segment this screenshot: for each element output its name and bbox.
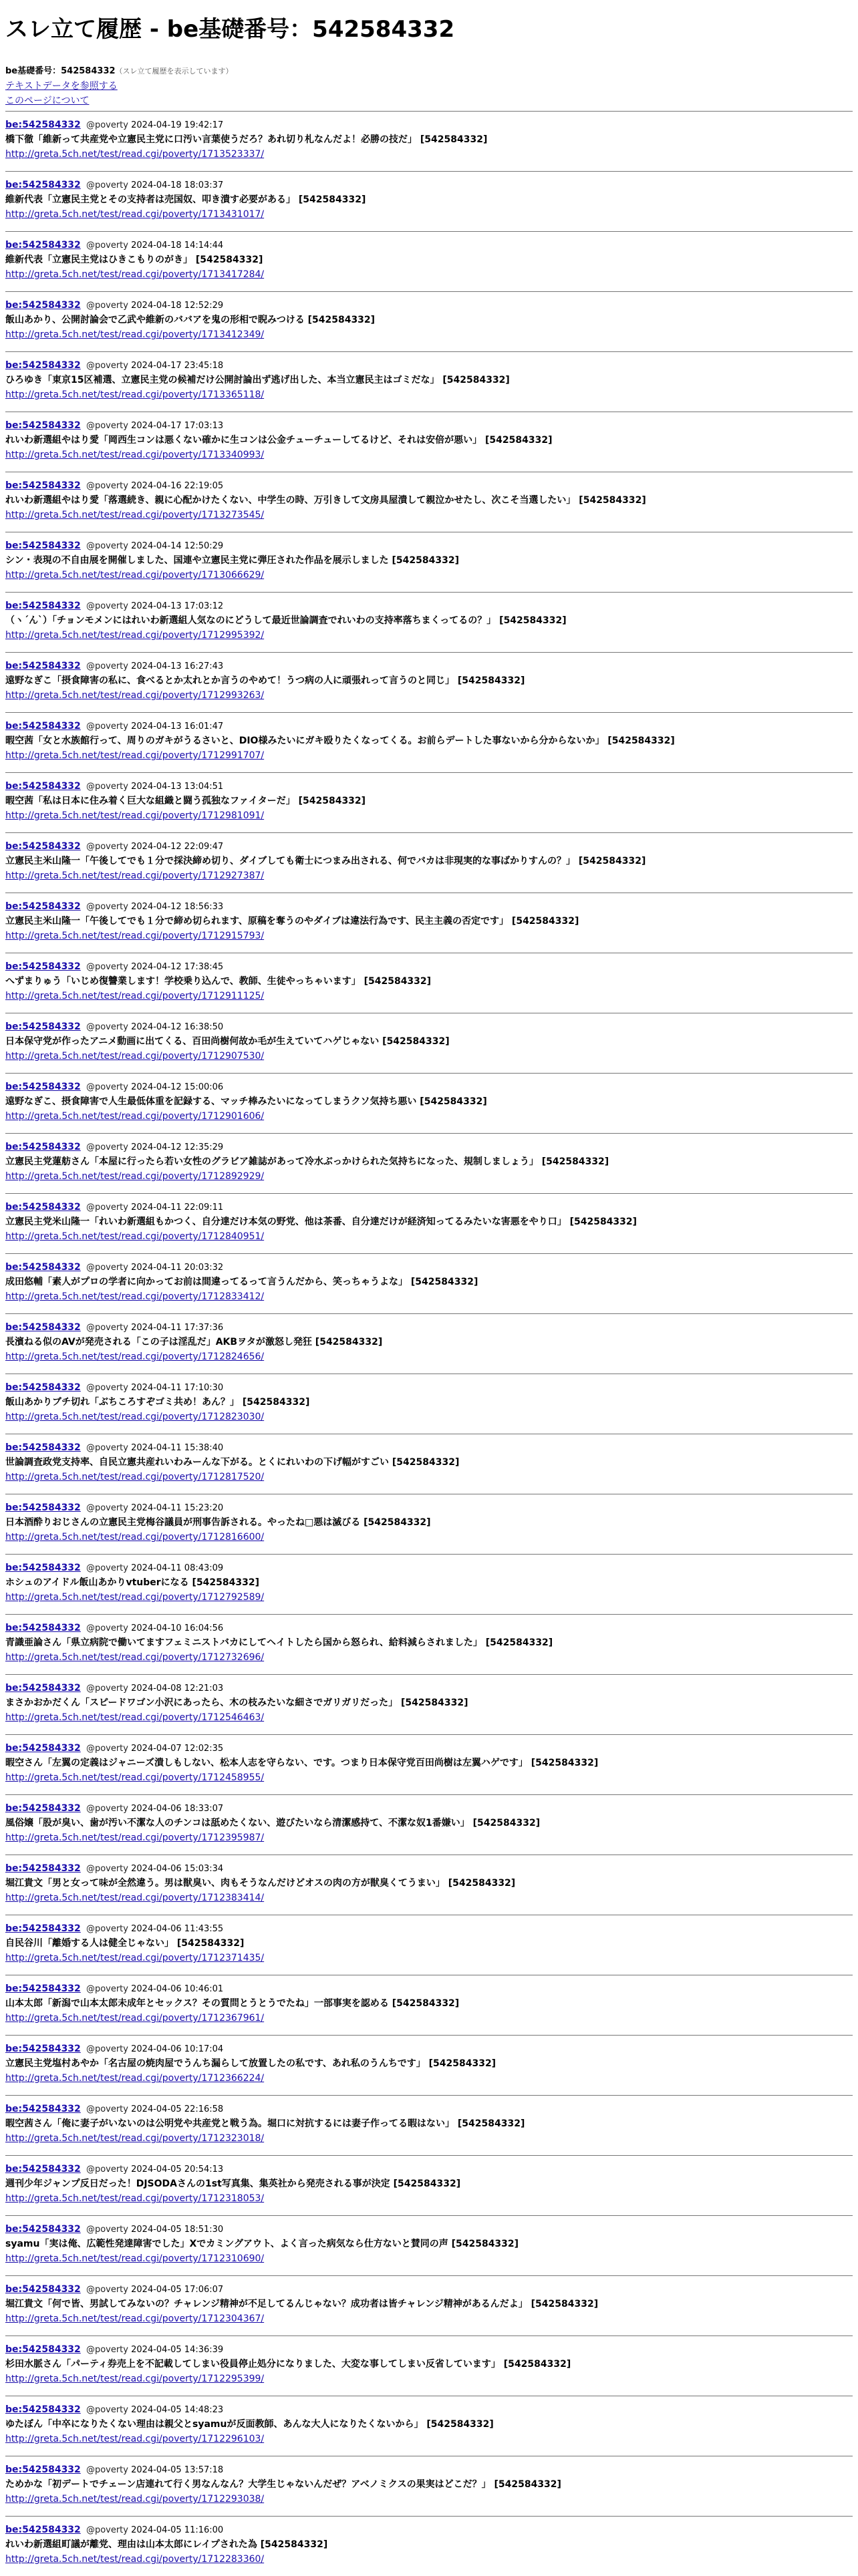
be-id-link[interactable]: be:542584332 xyxy=(5,1923,81,1934)
be-number-sub: （スレ立て履歴を表示しています） xyxy=(115,67,233,75)
thread-url-link[interactable]: http://greta.5ch.net/test/read.cgi/poverty/1712792589/ xyxy=(5,1592,265,1603)
entry-meta xyxy=(5,298,853,313)
board-name: @poverty xyxy=(86,541,128,551)
thread-url-link[interactable]: http://greta.5ch.net/test/read.cgi/poverty/1712995392/ xyxy=(5,630,265,641)
thread-url-link[interactable]: http://greta.5ch.net/test/read.cgi/poverty/1712295399/ xyxy=(5,2374,265,2384)
thread-url-link[interactable]: http://greta.5ch.net/test/read.cgi/poverty/1712323018/ xyxy=(5,2133,265,2144)
board-name: @poverty xyxy=(86,2285,128,2295)
board-name: @poverty xyxy=(86,1202,128,1213)
board-name: @poverty xyxy=(86,2104,128,2114)
entry-meta xyxy=(5,1921,853,1936)
thread-url-link[interactable]: http://greta.5ch.net/test/read.cgi/poverty/1712907530/ xyxy=(5,1051,265,1062)
thread-title: 維新代表「立憲民主党とその支持者は売国奴、叩き潰す必要がある」 [542584332] xyxy=(5,194,366,205)
thread-url-link[interactable]: http://greta.5ch.net/test/read.cgi/poverty/1712283360/ xyxy=(5,2554,265,2565)
thread-title: 成田悠輔「素人がプロの学者に向かってお前は間違ってるって言うんだから、笑っちゃうよな」 [542584332] xyxy=(5,1277,478,1287)
thread-entry xyxy=(5,1614,853,1674)
thread-url-link[interactable]: http://greta.5ch.net/test/read.cgi/poverty/1713340993/ xyxy=(5,450,265,460)
timestamp: 2024-04-05 14:48:23 xyxy=(131,2405,224,2415)
thread-title: ゆたぼん「中卒になりたくない理由は親父とsyamuが反面教師、あんな大人になりたくないから」 [542584332] xyxy=(5,2419,494,2430)
thread-url-link[interactable]: http://greta.5ch.net/test/read.cgi/poverty/1712395987/ xyxy=(5,1832,265,1843)
board-name: @poverty xyxy=(86,1683,128,1694)
thread-url-link[interactable]: http://greta.5ch.net/test/read.cgi/poverty/1713523337/ xyxy=(5,149,265,160)
thread-url-link[interactable]: http://greta.5ch.net/test/read.cgi/poverty/1712840951/ xyxy=(5,1231,265,1242)
entry-meta xyxy=(5,2523,853,2537)
be-id-link[interactable]: be:542584332 xyxy=(5,2464,81,2475)
board-name: @poverty xyxy=(86,421,128,431)
top-links xyxy=(5,79,853,108)
thread-title: 暇空茜さん「俺に妻子がいないのは公明党や共産党と戦う為。堀口に対抗するには妻子作ってる暇はない」 [542584332] xyxy=(5,2118,525,2129)
thread-entry xyxy=(5,1734,853,1794)
thread-url-link[interactable]: http://greta.5ch.net/test/read.cgi/poverty/1712458955/ xyxy=(5,1772,265,1783)
board-name: @poverty xyxy=(86,1503,128,1513)
be-id-link[interactable]: be:542584332 xyxy=(5,420,81,431)
entry-meta xyxy=(5,1741,853,1756)
be-id-link[interactable]: be:542584332 xyxy=(5,1021,81,1032)
be-id-link[interactable]: be:542584332 xyxy=(5,1382,81,1393)
board-name: @poverty xyxy=(86,661,128,671)
thread-url-link[interactable]: http://greta.5ch.net/test/read.cgi/poverty/1712981091/ xyxy=(5,810,265,821)
be-id-link[interactable]: be:542584332 xyxy=(5,480,81,491)
timestamp: 2024-04-12 16:38:50 xyxy=(131,1022,224,1032)
be-id-link[interactable]: be:542584332 xyxy=(5,1623,81,1633)
thread-title: 立憲民主米山隆一「午後してでも１分で採決締め切り、ダイブしても衛士につまみ出される、何でバカは非現実的な事ばかりすんの？」 [542584332] xyxy=(5,856,646,866)
thread-url-link[interactable]: http://greta.5ch.net/test/read.cgi/poverty/1713412349/ xyxy=(5,329,265,340)
be-id-link[interactable]: be:542584332 xyxy=(5,1563,81,1573)
entry-meta xyxy=(5,599,853,613)
thread-entry xyxy=(5,472,853,532)
thread-entry xyxy=(5,1975,853,2035)
board-name: @poverty xyxy=(86,2465,128,2475)
timestamp: 2024-04-18 18:03:37 xyxy=(131,180,224,190)
be-id-link[interactable]: be:542584332 xyxy=(5,721,81,732)
thread-entry xyxy=(5,1794,853,1855)
board-name: @poverty xyxy=(86,842,128,852)
entry-meta xyxy=(5,478,853,493)
thread-url-link[interactable]: http://greta.5ch.net/test/read.cgi/poverty/1712892929/ xyxy=(5,1171,265,1182)
timestamp: 2024-04-19 19:42:17 xyxy=(131,120,224,130)
thread-url-link[interactable]: http://greta.5ch.net/test/read.cgi/poverty/1712318053/ xyxy=(5,2193,265,2204)
thread-entry xyxy=(5,893,853,953)
thread-url-link[interactable]: http://greta.5ch.net/test/read.cgi/poverty/1712927387/ xyxy=(5,870,265,881)
be-id-link[interactable]: be:542584332 xyxy=(5,2525,81,2535)
thread-entry xyxy=(5,1494,853,1554)
entry-meta xyxy=(5,899,853,914)
timestamp: 2024-04-06 10:17:04 xyxy=(131,2044,224,2054)
be-id-link[interactable]: be:542584332 xyxy=(5,2164,81,2175)
about-link[interactable]: このページについて xyxy=(5,96,90,106)
thread-title: 暇空さん「左翼の定義はジャニーズ潰しもしない、松本人志を守らない、です。つまり日本保守党百田尚樹は左翼ハゲです」 [542584332] xyxy=(5,1758,599,1768)
timestamp: 2024-04-12 22:09:47 xyxy=(131,842,224,852)
be-id-link[interactable]: be:542584332 xyxy=(5,2104,81,2114)
entry-meta xyxy=(5,1320,853,1335)
text-data-link[interactable]: テキストデータを参照する xyxy=(5,81,118,92)
thread-history-list xyxy=(5,111,853,2576)
board-name: @poverty xyxy=(86,782,128,792)
timestamp: 2024-04-11 22:09:11 xyxy=(131,1202,224,1213)
board-name: @poverty xyxy=(86,1142,128,1152)
entry-meta xyxy=(5,659,853,673)
timestamp: 2024-04-11 08:43:09 xyxy=(131,1563,224,1573)
thread-title: 遠野なぎこ、摂食障害で人生最低体重を記録する、マッチ棒みたいになってしまうクソ気持ち悪い [542584332] xyxy=(5,1096,487,1107)
board-name: @poverty xyxy=(86,1383,128,1393)
be-id-link[interactable]: be:542584332 xyxy=(5,661,81,671)
thread-entry xyxy=(5,351,853,412)
thread-entry xyxy=(5,592,853,652)
thread-title: 山本太郎「新潟で山本太郎未成年とセックス？その質問とうとうでたね」一部事実を認める [542584332] xyxy=(5,1998,460,2009)
timestamp: 2024-04-13 16:01:47 xyxy=(131,721,224,732)
thread-entry xyxy=(5,1554,853,1614)
entry-meta xyxy=(5,538,853,553)
thread-entry xyxy=(5,2275,853,2336)
entry-meta xyxy=(5,1981,853,1996)
thread-title: 飯山あかりブチ切れ「ぶちころすぞゴミ共め！あん？」 [542584332] xyxy=(5,1397,310,1408)
thread-entry xyxy=(5,2035,853,2095)
entry-meta xyxy=(5,1561,853,1575)
timestamp: 2024-04-11 17:37:36 xyxy=(131,1323,224,1333)
be-id-link[interactable]: be:542584332 xyxy=(5,601,81,611)
timestamp: 2024-04-12 17:38:45 xyxy=(131,962,224,972)
timestamp: 2024-04-05 11:16:00 xyxy=(131,2525,224,2535)
timestamp: 2024-04-05 18:51:30 xyxy=(131,2225,224,2235)
thread-title: 立憲民主党蓮舫さん「本屋に行ったら若い女性のグラビア雑誌があって冷水ぶっかけられた気持ちになった、規制しましょう」 [542584332] xyxy=(5,1156,609,1167)
thread-url-link[interactable]: http://greta.5ch.net/test/read.cgi/poverty/1712817520/ xyxy=(5,1472,265,1482)
timestamp: 2024-04-18 12:52:29 xyxy=(131,301,224,311)
timestamp: 2024-04-06 18:33:07 xyxy=(131,1804,224,1814)
entry-meta xyxy=(5,2162,853,2177)
thread-url-link[interactable]: http://greta.5ch.net/test/read.cgi/poverty/1712383414/ xyxy=(5,1893,265,1903)
be-id-link[interactable]: be:542584332 xyxy=(5,1262,81,1273)
thread-title: 自民谷川「離婚する人は健全じゃない」 [542584332] xyxy=(5,1938,245,1949)
timestamp: 2024-04-13 16:27:43 xyxy=(131,661,224,671)
thread-title: シン・表現の不自由展を開催しました、国連や立憲民主党に弾圧された作品を展示しました [542584332] xyxy=(5,555,459,566)
thread-title: 堀江貴文「男と女って味が全然違う。男は獣臭い、肉もそうなんだけどオスの肉の方が獣臭くてうまい」 [542584332] xyxy=(5,1878,516,1889)
board-name: @poverty xyxy=(86,481,128,491)
be-id-link[interactable]: be:542584332 xyxy=(5,841,81,852)
be-id-link[interactable]: be:542584332 xyxy=(5,1683,81,1694)
timestamp: 2024-04-06 11:43:55 xyxy=(131,1924,224,1934)
thread-entry xyxy=(5,2336,853,2396)
thread-title: 堀江貴文「何で皆、男試してみないの？チャレンジ精神が不足してるんじゃない？成功者は皆チャレンジ精神があるんだよ」 [542584332] xyxy=(5,2299,599,2309)
entry-meta xyxy=(5,2042,853,2056)
timestamp: 2024-04-06 15:03:34 xyxy=(131,1864,224,1874)
board-name: @poverty xyxy=(86,1924,128,1934)
thread-entry xyxy=(5,171,853,231)
timestamp: 2024-04-05 20:54:13 xyxy=(131,2164,224,2175)
entry-meta xyxy=(5,2222,853,2237)
entry-meta xyxy=(5,1080,853,1094)
timestamp: 2024-04-08 12:21:03 xyxy=(131,1683,224,1694)
board-name: @poverty xyxy=(86,1804,128,1814)
entry-meta xyxy=(5,779,853,794)
be-info xyxy=(5,64,853,79)
timestamp: 2024-04-05 22:16:58 xyxy=(131,2104,224,2114)
thread-title: 暇空茜「私は日本に住み着く巨大な組織と闘う孤独なファイターだ」 [542584332] xyxy=(5,796,366,806)
be-id-link[interactable]: be:542584332 xyxy=(5,1502,81,1513)
entry-meta xyxy=(5,1500,853,1515)
timestamp: 2024-04-05 13:57:18 xyxy=(131,2465,224,2475)
thread-title: 日本酒酔りおじさんの立憲民主党梅谷議員が刑事告訴される。やったね□悪は滅びる [542584332] xyxy=(5,1517,431,1528)
be-number-label: be基礎番号：542584332 xyxy=(5,66,116,76)
thread-url-link[interactable]: http://greta.5ch.net/test/read.cgi/poverty/1712911125/ xyxy=(5,991,265,1001)
thread-title: 立憲民主米山隆一「午後してでも１分で締め切られます、原稿を奪うのやダイブは違法行為です、民主主義の否定です」 [542584332] xyxy=(5,916,579,927)
be-id-link[interactable]: be:542584332 xyxy=(5,240,81,251)
thread-entry xyxy=(5,1915,853,1975)
entry-meta xyxy=(5,719,853,734)
entry-meta xyxy=(5,1440,853,1455)
thread-entry xyxy=(5,1855,853,1915)
be-id-link[interactable]: be:542584332 xyxy=(5,2404,81,2415)
timestamp: 2024-04-13 17:03:12 xyxy=(131,601,224,611)
entry-meta xyxy=(5,1621,853,1635)
thread-entry xyxy=(5,652,853,712)
thread-url-link[interactable]: http://greta.5ch.net/test/read.cgi/poverty/1712833412/ xyxy=(5,1291,265,1302)
entry-meta xyxy=(5,2402,853,2417)
thread-title: 長濱ねる似のAVが発売される「この子は淫乱だ」AKBヲタが激怒し発狂 [542584332] xyxy=(5,1337,383,1347)
entry-meta xyxy=(5,2462,853,2477)
thread-entry xyxy=(5,1013,853,1073)
board-name: @poverty xyxy=(86,2164,128,2175)
timestamp: 2024-04-17 23:45:18 xyxy=(131,361,224,371)
board-name: @poverty xyxy=(86,2044,128,2054)
thread-url-link[interactable]: http://greta.5ch.net/test/read.cgi/poverty/1712824656/ xyxy=(5,1351,265,1362)
thread-title: syamu「実は俺、広範性発達障害でした」Xでカミングアウト、よく言った病気なら仕方ないと賛同の声 [542584332] xyxy=(5,2239,519,2249)
board-name: @poverty xyxy=(86,1623,128,1633)
timestamp: 2024-04-07 12:02:35 xyxy=(131,1744,224,1754)
thread-entry xyxy=(5,1374,853,1434)
be-id-link[interactable]: be:542584332 xyxy=(5,1202,81,1213)
be-id-link[interactable]: be:542584332 xyxy=(5,2284,81,2295)
entry-meta xyxy=(5,959,853,974)
timestamp: 2024-04-17 17:03:13 xyxy=(131,421,224,431)
thread-entry xyxy=(5,532,853,592)
thread-title: 日本保守党が作ったアニメ動画に出てくる、百田尚樹何故か毛が生えていてハゲじゃない [542584332] xyxy=(5,1036,450,1047)
be-id-link[interactable]: be:542584332 xyxy=(5,2344,81,2355)
timestamp: 2024-04-12 15:00:06 xyxy=(131,1082,224,1092)
board-name: @poverty xyxy=(86,1984,128,1994)
thread-entry xyxy=(5,111,853,171)
timestamp: 2024-04-18 14:14:44 xyxy=(131,240,224,251)
timestamp: 2024-04-12 12:35:29 xyxy=(131,1142,224,1152)
thread-title: れいわ新選組やはり愛「岡西生コンは悪くない確かに生コンは公金チューチューしてるけど、それは安倍が悪い」 [542584332] xyxy=(5,435,553,446)
thread-entry xyxy=(5,2396,853,2456)
thread-entry xyxy=(5,1434,853,1494)
be-id-link[interactable]: be:542584332 xyxy=(5,180,81,190)
timestamp: 2024-04-05 17:06:07 xyxy=(131,2285,224,2295)
be-id-link[interactable]: be:542584332 xyxy=(5,1142,81,1152)
be-id-link[interactable]: be:542584332 xyxy=(5,1743,81,1754)
be-id-link[interactable]: be:542584332 xyxy=(5,781,81,792)
board-name: @poverty xyxy=(86,601,128,611)
thread-url-link[interactable]: http://greta.5ch.net/test/read.cgi/poverty/1713365118/ xyxy=(5,389,265,400)
board-name: @poverty xyxy=(86,1323,128,1333)
entry-meta xyxy=(5,1380,853,1395)
board-name: @poverty xyxy=(86,1864,128,1874)
thread-entry xyxy=(5,231,853,291)
be-id-link[interactable]: be:542584332 xyxy=(5,1803,81,1814)
timestamp: 2024-04-11 20:03:32 xyxy=(131,1263,224,1273)
be-id-link[interactable]: be:542584332 xyxy=(5,120,81,130)
board-name: @poverty xyxy=(86,962,128,972)
thread-url-link[interactable]: http://greta.5ch.net/test/read.cgi/poverty/1712816600/ xyxy=(5,1532,265,1543)
thread-entry xyxy=(5,412,853,472)
thread-title: （ヽ´ん`）「チョンモメンにはれいわ新選組人気なのにどうして最近世論調査でれいわの支持率落ちまくってるの？」 [542584332] xyxy=(5,615,567,626)
thread-entry xyxy=(5,1253,853,1313)
board-name: @poverty xyxy=(86,361,128,371)
board-name: @poverty xyxy=(86,1744,128,1754)
timestamp: 2024-04-11 15:38:40 xyxy=(131,1443,224,1453)
thread-title: 週刊少年ジャンプ反日だった！DJSODAさんの1st写真集、集英社から発売される事が決定 [542584332] xyxy=(5,2179,461,2189)
board-name: @poverty xyxy=(86,120,128,130)
thread-url-link[interactable]: http://greta.5ch.net/test/read.cgi/poverty/1713273545/ xyxy=(5,510,265,520)
thread-title: れいわ新選組やはり愛「落選続き、親に心配かけたくない、中学生の時、万引きして文房具屋潰して親泣かせたし、次こそ当選したい」 [542584332] xyxy=(5,495,646,506)
entry-meta xyxy=(5,118,853,132)
thread-url-link[interactable]: http://greta.5ch.net/test/read.cgi/poverty/1713417284/ xyxy=(5,269,265,280)
entry-meta xyxy=(5,2282,853,2297)
thread-url-link[interactable]: http://greta.5ch.net/test/read.cgi/poverty/1713066629/ xyxy=(5,570,265,581)
thread-title: へずまりゅう「いじめ復讐業します！学校乗り込んで、教師、生徒やっちゃいます」 [542584332] xyxy=(5,976,432,987)
entry-meta xyxy=(5,178,853,192)
be-id-link[interactable]: be:542584332 xyxy=(5,961,81,972)
timestamp: 2024-04-14 12:50:29 xyxy=(131,541,224,551)
board-name: @poverty xyxy=(86,2405,128,2415)
board-name: @poverty xyxy=(86,180,128,190)
timestamp: 2024-04-11 17:10:30 xyxy=(131,1383,224,1393)
page-title: スレ立て履歴 - be基礎番号：542584332 xyxy=(5,16,455,43)
thread-title: ホシュのアイドル飯山あかりvtuberになる [542584332] xyxy=(5,1577,260,1588)
thread-title: 維新代表「立憲民主党はひきこもりのがき」 [542584332] xyxy=(5,255,263,265)
board-name: @poverty xyxy=(86,301,128,311)
thread-entry xyxy=(5,1073,853,1133)
thread-entry xyxy=(5,1674,853,1734)
be-id-link[interactable]: be:542584332 xyxy=(5,1983,81,1994)
thread-entry xyxy=(5,1313,853,1374)
timestamp: 2024-04-10 16:04:56 xyxy=(131,1623,224,1633)
board-name: @poverty xyxy=(86,1263,128,1273)
thread-title: 立憲民主党米山隆一「れいわ新選組もかつく、自分達だけ本気の野党、他は茶番、自分達だけが経済知ってるみたいな害悪をやり口」 [542584332] xyxy=(5,1217,637,1227)
board-name: @poverty xyxy=(86,1022,128,1032)
board-name: @poverty xyxy=(86,721,128,732)
be-id-link[interactable]: be:542584332 xyxy=(5,1322,81,1333)
thread-url-link[interactable]: http://greta.5ch.net/test/read.cgi/poverty/1712296103/ xyxy=(5,2434,265,2444)
thread-title: 暇空茜「女と水族館行って、周りのガキがうるさいと、DIO様みたいにガキ殴りたくなってくる。お前らデートした事ないから分からないか」 [542584332] xyxy=(5,736,675,746)
thread-title: 風俗嬢「股が臭い、歯が汚い不潔な人のチンコは舐めたくない、遊びたいなら清潔感持て、不潔な奴1番嫌い」 [542584332] xyxy=(5,1818,541,1828)
be-id-link[interactable]: be:542584332 xyxy=(5,300,81,311)
thread-entry xyxy=(5,291,853,351)
thread-entry xyxy=(5,953,853,1013)
timestamp: 2024-04-12 18:56:33 xyxy=(131,902,224,912)
thread-url-link[interactable]: http://greta.5ch.net/test/read.cgi/poverty/1713431017/ xyxy=(5,209,265,220)
thread-url-link[interactable]: http://greta.5ch.net/test/read.cgi/poverty/1712546463/ xyxy=(5,1712,265,1723)
thread-title: ためかな「初デートでチェーン店連れて行く男なんなん？大学生じゃないんだぜ？アベノミクスの果実はどこだ？」 [542584332] xyxy=(5,2479,561,2490)
entry-meta xyxy=(5,1861,853,1876)
board-name: @poverty xyxy=(86,1563,128,1573)
entry-meta xyxy=(5,358,853,373)
thread-url-link[interactable]: http://greta.5ch.net/test/read.cgi/poverty/1712366224/ xyxy=(5,2073,265,2084)
thread-title: まさかおかだくん「スピードワゴン小沢にあったら、木の枝みたいな細さでガリガリだった」 [542584332] xyxy=(5,1698,468,1708)
be-id-link[interactable]: be:542584332 xyxy=(5,360,81,371)
thread-url-link[interactable]: http://greta.5ch.net/test/read.cgi/poverty/1712310690/ xyxy=(5,2253,265,2264)
board-name: @poverty xyxy=(86,240,128,251)
entry-meta xyxy=(5,238,853,253)
entry-meta xyxy=(5,1140,853,1154)
timestamp: 2024-04-13 13:04:51 xyxy=(131,782,224,792)
thread-title: れいわ新選組町議が離党、理由は山本太郎にレイプされた為 [542584332] xyxy=(5,2539,328,2550)
entry-meta xyxy=(5,418,853,433)
thread-title: 遠野なぎこ「摂食障害の私に、食べるとか太れとか言うのやめて！うつ病の人に頑張れって言うのと同じ」 [542584332] xyxy=(5,675,525,686)
thread-entry xyxy=(5,2095,853,2155)
thread-url-link[interactable]: http://greta.5ch.net/test/read.cgi/poverty/1712371435/ xyxy=(5,1953,265,1963)
thread-entry xyxy=(5,2456,853,2516)
thread-entry xyxy=(5,2516,853,2576)
entry-meta xyxy=(5,2102,853,2116)
timestamp: 2024-04-16 22:19:05 xyxy=(131,481,224,491)
thread-title: 飯山あかり、公開討論会で乙武や維新のババアを鬼の形相で睨みつける [542584332] xyxy=(5,315,376,325)
thread-url-link[interactable]: http://greta.5ch.net/test/read.cgi/poverty/1712732696/ xyxy=(5,1652,265,1663)
thread-title: 橋下徹「維新って共産党や立憲民主党に口汚い言葉使うだろ？あれ切り札なんだよ！必勝の技だ」 [542584332] xyxy=(5,134,488,145)
be-id-link[interactable]: be:542584332 xyxy=(5,1082,81,1092)
thread-entry xyxy=(5,1193,853,1253)
timestamp: 2024-04-11 15:23:20 xyxy=(131,1503,224,1513)
thread-url-link[interactable]: http://greta.5ch.net/test/read.cgi/poverty/1712293038/ xyxy=(5,2494,265,2505)
thread-url-link[interactable]: http://greta.5ch.net/test/read.cgi/poverty/1712823030/ xyxy=(5,1412,265,1422)
timestamp: 2024-04-05 14:36:39 xyxy=(131,2345,224,2355)
thread-url-link[interactable]: http://greta.5ch.net/test/read.cgi/poverty/1712901606/ xyxy=(5,1111,265,1122)
be-id-link[interactable]: be:542584332 xyxy=(5,2224,81,2235)
thread-title: ひろゆき「東京15区補選、立憲民主党の候補だけ公開討論出ず逃げ出した、本当立憲民主はゴミだな」 [542584332] xyxy=(5,375,510,385)
thread-entry xyxy=(5,712,853,772)
thread-entry xyxy=(5,2215,853,2275)
board-name: @poverty xyxy=(86,2345,128,2355)
thread-entry xyxy=(5,832,853,893)
be-id-link[interactable]: be:542584332 xyxy=(5,2044,81,2054)
entry-meta xyxy=(5,1019,853,1034)
thread-title: 杉田水脈さん「パーティ券売上を不記載してしまい役員停止処分になりました、大変な事してしまい反省しています」 [542584332] xyxy=(5,2359,571,2370)
board-name: @poverty xyxy=(86,1082,128,1092)
board-name: @poverty xyxy=(86,902,128,912)
thread-title: 青識亜論さん「県立病院で働いてますフェミニストバカにしてヘイトしたら国から怒られ、給料減らされました」 [542584332] xyxy=(5,1637,553,1648)
be-id-link[interactable]: be:542584332 xyxy=(5,1863,81,1874)
thread-entry xyxy=(5,2155,853,2215)
entry-meta xyxy=(5,1200,853,1215)
thread-url-link[interactable]: http://greta.5ch.net/test/read.cgi/poverty/1712993263/ xyxy=(5,690,265,701)
thread-url-link[interactable]: http://greta.5ch.net/test/read.cgi/poverty/1712367961/ xyxy=(5,2013,265,2024)
entry-meta xyxy=(5,839,853,854)
entry-meta xyxy=(5,2342,853,2357)
thread-url-link[interactable]: http://greta.5ch.net/test/read.cgi/poverty/1712304367/ xyxy=(5,2313,265,2324)
timestamp: 2024-04-06 10:46:01 xyxy=(131,1984,224,1994)
entry-meta xyxy=(5,1801,853,1816)
board-name: @poverty xyxy=(86,2225,128,2235)
thread-url-link[interactable]: http://greta.5ch.net/test/read.cgi/poverty/1712991707/ xyxy=(5,750,265,761)
be-id-link[interactable]: be:542584332 xyxy=(5,540,81,551)
thread-title: 世論調査政党支持率、自民立憲共産れいわみーんな下がる。とくにれいわの下げ幅がすごい [542584332] xyxy=(5,1457,460,1468)
be-id-link[interactable]: be:542584332 xyxy=(5,1442,81,1453)
entry-meta xyxy=(5,1681,853,1696)
thread-url-link[interactable]: http://greta.5ch.net/test/read.cgi/poverty/1712915793/ xyxy=(5,931,265,941)
entry-meta xyxy=(5,1260,853,1275)
be-id-link[interactable]: be:542584332 xyxy=(5,901,81,912)
thread-entry xyxy=(5,772,853,832)
board-name: @poverty xyxy=(86,1443,128,1453)
board-name: @poverty xyxy=(86,2525,128,2535)
thread-title: 立憲民主党塩村あやか「名古屋の焼肉屋でうんち漏らして放置したの私です、あれ私のうんちです」 [542584332] xyxy=(5,2058,496,2069)
thread-entry xyxy=(5,1133,853,1193)
